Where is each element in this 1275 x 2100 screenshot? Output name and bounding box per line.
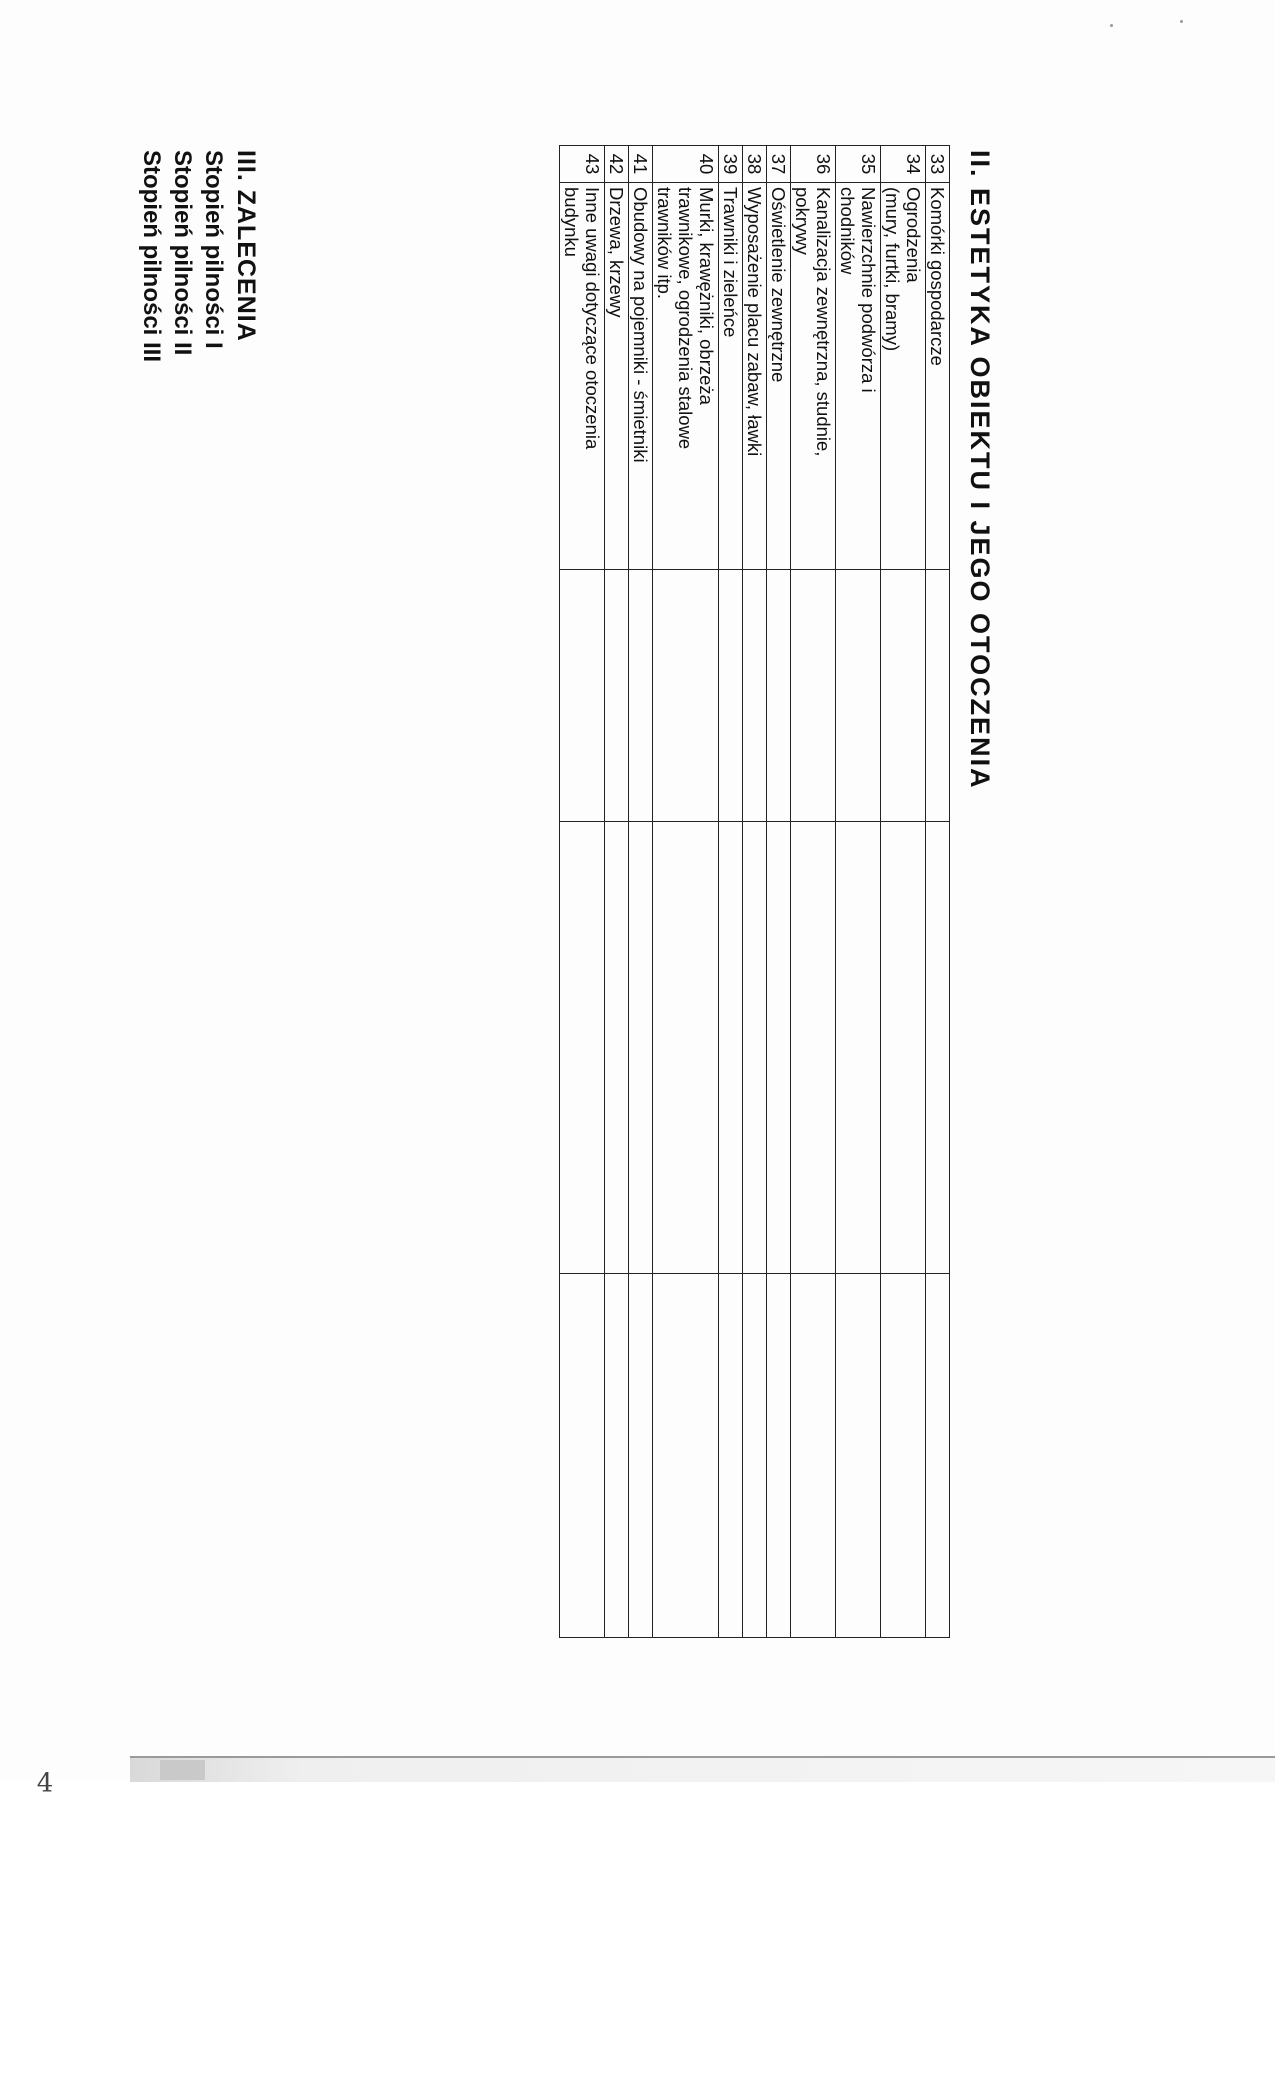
section-3 [136,150,260,362]
table-row [560,146,605,1638]
empty-cell[interactable] [767,1274,791,1638]
row-label: Kanalizacja zewnętrzna, studnie, pokrywy [791,183,836,570]
row-number: 40 [653,146,719,183]
empty-cell[interactable] [836,570,881,822]
empty-cell[interactable] [881,570,926,822]
section-2-title: II. ESTETYKA OBIEKTU I JEGO OTOCZENIA [965,150,995,790]
rotated-content [0,140,995,1799]
row-label: Murki, krawężniki, obrzeża trawnikowe, ogrodzenia stalowe trawników itp. [653,183,719,570]
empty-cell[interactable] [560,1274,605,1638]
empty-cell[interactable] [767,570,791,822]
row-number: 36 [791,146,836,183]
table-row [719,146,743,1638]
row-number: 41 [629,146,653,183]
scan-speck [1110,24,1113,27]
row-number: 38 [743,146,767,183]
row-label: Inne uwagi dotyczące otoczenia budynku [560,183,605,570]
row-number: 42 [605,146,629,183]
empty-cell[interactable] [560,570,605,822]
scanner-edge [130,1756,1275,1782]
empty-cell[interactable] [926,822,950,1274]
empty-cell[interactable] [629,822,653,1274]
urgency-degree-2: Stopień pilności II [169,150,196,356]
row-number: 34 [881,146,926,183]
empty-cell[interactable] [653,822,719,1274]
urgency-degree-1: Stopień pilności I [200,150,227,349]
table-row [629,146,653,1638]
row-number: 39 [719,146,743,183]
table-row [653,146,719,1638]
table-row [881,146,926,1638]
row-number: 37 [767,146,791,183]
empty-cell[interactable] [926,570,950,822]
empty-cell[interactable] [719,822,743,1274]
row-label: Obudowy na pojemniki - śmietniki [629,183,653,570]
section-3-title: III. ZALECENIA [232,150,260,342]
empty-cell[interactable] [791,570,836,822]
empty-cell[interactable] [881,1274,926,1638]
empty-cell[interactable] [743,1274,767,1638]
table-row [743,146,767,1638]
row-number: 33 [926,146,950,183]
empty-cell[interactable] [791,822,836,1274]
empty-cell[interactable] [605,570,629,822]
empty-cell[interactable] [719,570,743,822]
row-label: Trawniki i zieleńce [719,183,743,570]
empty-cell[interactable] [560,822,605,1274]
table-row [836,146,881,1638]
empty-cell[interactable] [836,822,881,1274]
row-label: Komórki gospodarcze [926,183,950,570]
empty-cell[interactable] [926,1274,950,1638]
empty-cell[interactable] [836,1274,881,1638]
scanner-edge-shadow [160,1760,205,1780]
empty-cell[interactable] [629,1274,653,1638]
empty-cell[interactable] [629,570,653,822]
empty-cell[interactable] [653,1274,719,1638]
table-row [767,146,791,1638]
row-label: Oświetlenie zewnętrzne [767,183,791,570]
table-row [791,146,836,1638]
empty-cell[interactable] [743,570,767,822]
inspection-table [559,145,950,1638]
row-label: Drzewa, krzewy [605,183,629,570]
empty-cell[interactable] [605,1274,629,1638]
empty-cell[interactable] [881,822,926,1274]
empty-cell[interactable] [719,1274,743,1638]
table-row [605,146,629,1638]
empty-cell[interactable] [791,1274,836,1638]
empty-cell[interactable] [767,822,791,1274]
empty-cell[interactable] [605,822,629,1274]
empty-cell[interactable] [743,822,767,1274]
row-label: Nawierzchnie podwórza i chodników [836,183,881,570]
empty-cell[interactable] [653,570,719,822]
urgency-degree-3: Stopień pilności III [138,150,165,363]
table-row [926,146,950,1638]
row-label: Ogrodzenia (mury, furtki, bramy) [881,183,926,570]
row-number: 35 [836,146,881,183]
handwritten-page-mark: 4 [36,1768,54,1799]
row-label: Wyposażenie placu zabaw, ławki [743,183,767,570]
scan-speck [1180,20,1183,23]
row-number: 43 [560,146,605,183]
